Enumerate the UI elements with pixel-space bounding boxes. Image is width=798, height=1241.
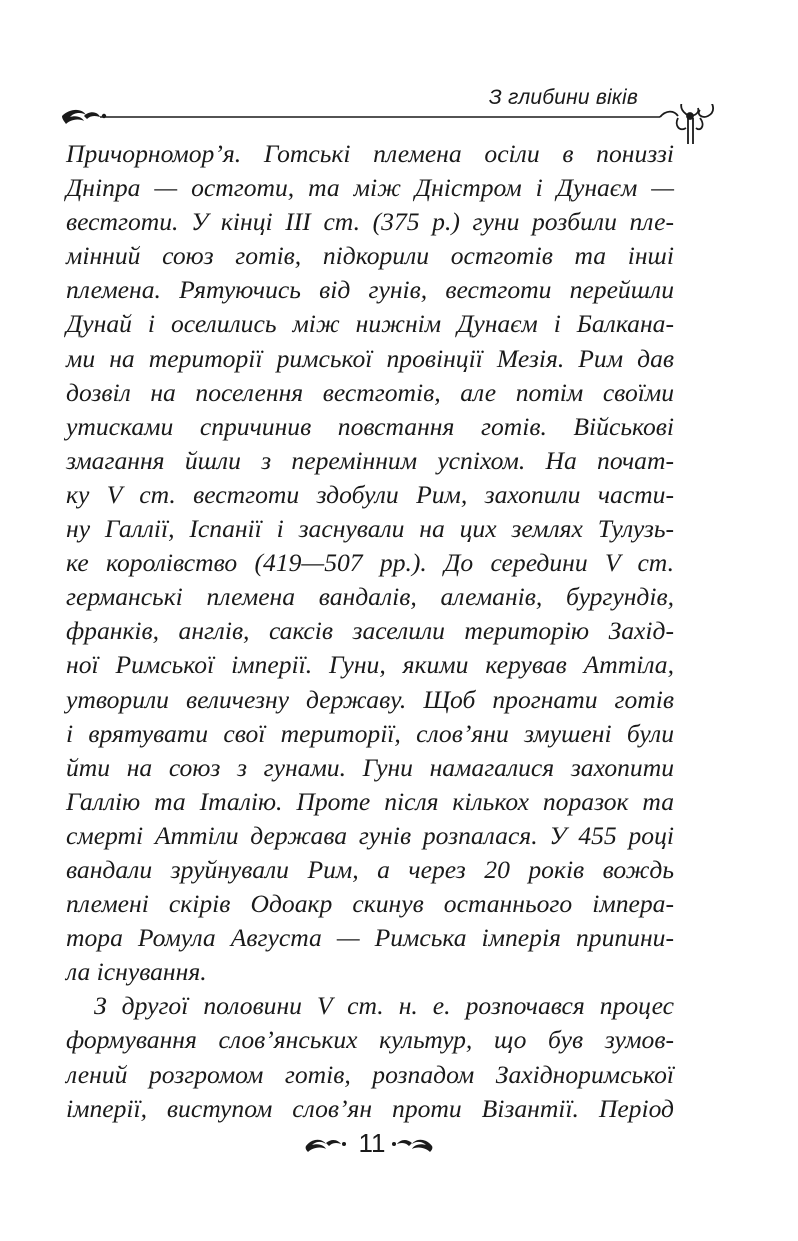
text-line: змагання йшли з перемінним успіхом. На почат-: [66, 445, 674, 475]
text-line: лений розгромом готів, розпадом Західноримської: [66, 1059, 674, 1089]
footer-ornaments: [0, 1128, 798, 1160]
text-line: ке королівство (419—507 рр.). До середини V ст.: [66, 548, 674, 578]
text-line: і врятувати свої території, слов’яни змушені були: [66, 718, 674, 748]
text-line: Причорномор’я. Готські племена осіли в пониззі: [66, 139, 674, 168]
text-line: З другої половини V ст. н. е. розпочався процес: [94, 991, 674, 1021]
text-line: смерті Аттіли держава гунів розпалася. У 455 році: [66, 820, 674, 850]
text-line: йти на союз з гунами. Гуни намагалися захопити: [66, 752, 674, 782]
text-line: ну Галлії, Іспанії і заснували на цих землях Тулузь-: [66, 514, 674, 544]
text-line: Галлію та Італію. Проте після кількох поразок та: [66, 786, 674, 816]
left-flourish-icon: [62, 110, 106, 124]
text-line: імперії, виступом слов’ян проти Візантії. Період: [66, 1093, 674, 1123]
footer-right-flourish-icon: [392, 1140, 432, 1152]
text-line: ку V ст. вестготи здобули Рим, захопили части-: [66, 479, 674, 509]
footer-left-flourish-icon: [306, 1140, 346, 1152]
page-number: 11: [358, 1128, 386, 1158]
running-header-title: З глибини віків: [488, 86, 638, 109]
text-line: утворили величезну державу. Щоб прогнати готів: [66, 684, 674, 714]
paragraph: [66, 137, 674, 989]
text-line: германські племена вандалів, алеманів, бургундів,: [66, 582, 674, 612]
text-line: франків, англів, саксів заселили територію Захід-: [66, 616, 674, 646]
text-line: ної Римської імперії. Гуни, якими керував Аттіла,: [66, 650, 674, 680]
text-line: ми на території римської провінції Мезія. Рим дав: [66, 343, 674, 373]
text-line: утисками спричинив повстання готів. Військові: [66, 411, 674, 441]
text-line: вандали зруйнували Рим, а через 20 років вождь: [66, 854, 674, 884]
text-line: мінний союз готів, підкорили остготів та інші: [66, 241, 674, 271]
text-line: формування слов’янських культур, що був зумов-: [66, 1025, 674, 1055]
text-line: дозвіл на поселення вестготів, але потім своїми: [66, 377, 674, 407]
text-line: вестготи. У кінці III ст. (375 р.) гуни розбили пле-: [66, 207, 674, 237]
text-line: ла існування.: [66, 957, 207, 987]
paragraph: [66, 989, 674, 1125]
text-line: племені скірів Одоакр скинув останнього імпера-: [66, 889, 674, 919]
text-line: тора Ромула Августа — Римська імперія припини-: [66, 923, 674, 953]
text-line: племена. Рятуючись від гунів, вестготи перейшли: [66, 275, 674, 305]
text-line: Дунай і оселились між нижнім Дунаєм і Балкана-: [66, 309, 674, 339]
text-line: Дніпра — остготи, та між Дністром і Дунаєм —: [66, 173, 674, 203]
page-body-text: [66, 137, 674, 1126]
